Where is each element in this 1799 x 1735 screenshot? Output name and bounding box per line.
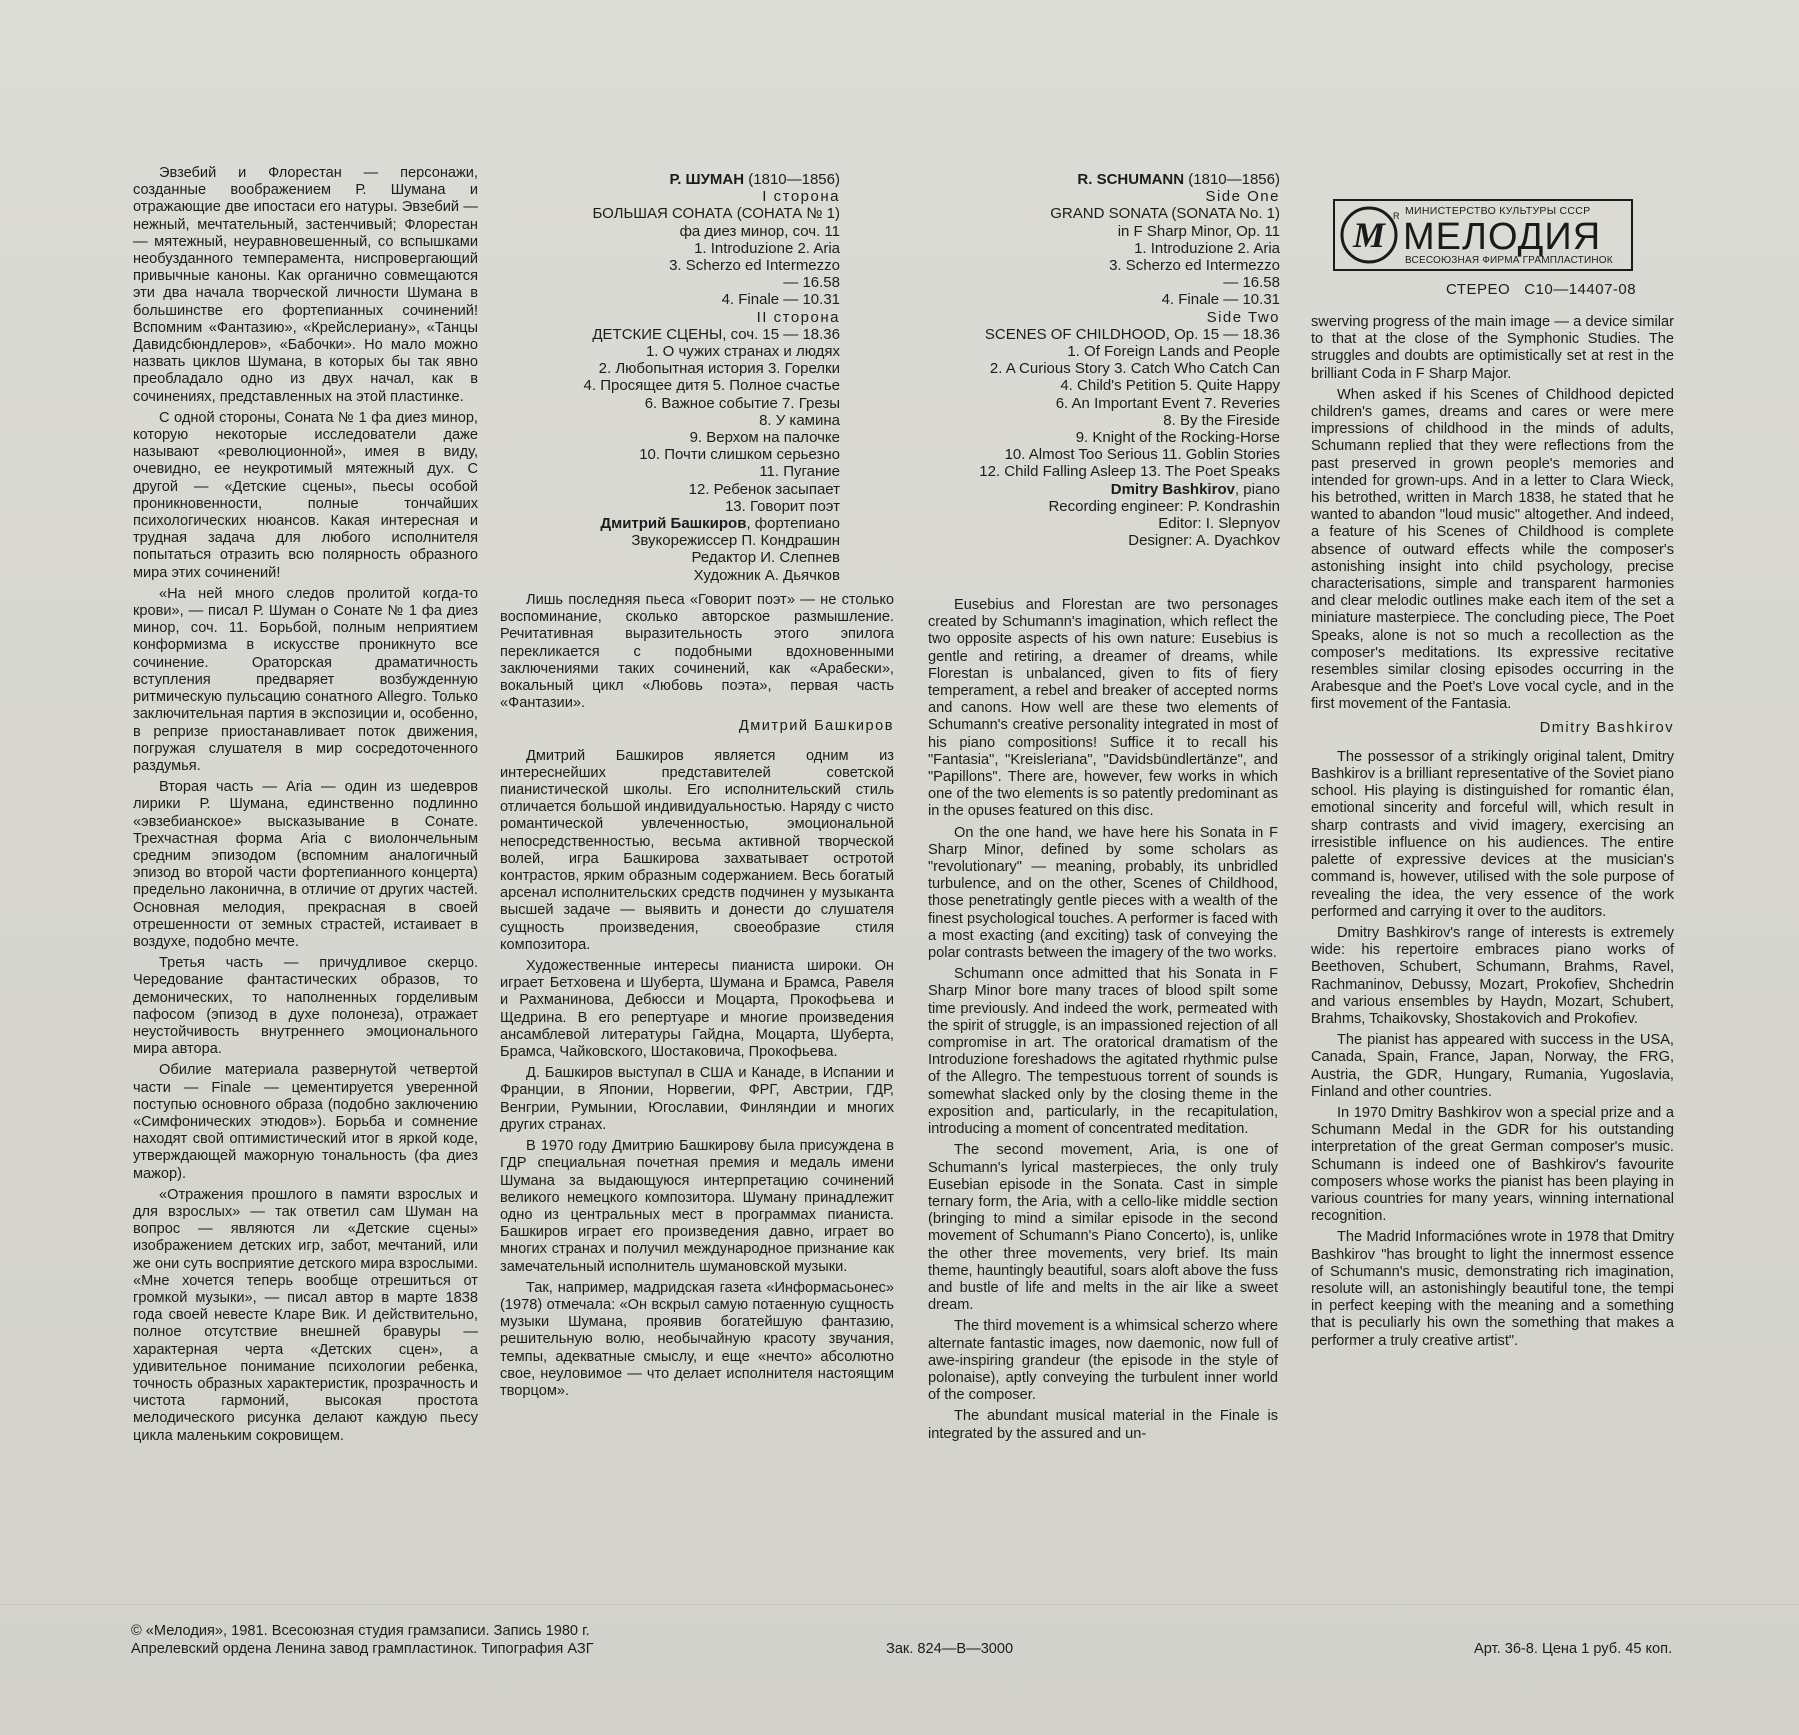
track-line: 3. Scherzo ed Intermezzo xyxy=(1109,257,1280,275)
notes-paragraph: «Отражения прошлого в памяти взрослых и для взрослых» — так ответил сам Шуман на вопрос — являются ли «Детские сцены» изображением детских игр, забот, мечтаний, или же они суть восприятие детского мира взрослыми. «Мне хочется теперь вообще отрешиться от громкой музыки», — писал автор в марте 1838 года своей невесте Кларе Вик. И действительно, полное отсутствие внешней бравуры — характерная черта «Детских сцен», а удивительное понимание психологии ребенка, точность образных характеристик, прозрачность и чистота гармоний, высокая простота мелодического рисунка делают каждую пьесу цикла маленьким сокровищем. xyxy=(133,1186,478,1444)
bio-paragraphs-ru xyxy=(500,748,894,1401)
track-line: 10. Almost Too Serious 11. Goblin Stories xyxy=(1004,446,1280,464)
logo-mark-letter: М xyxy=(1352,215,1386,255)
tracklist-russian xyxy=(440,171,840,584)
track-line: 1. Introduzione 2. Aria xyxy=(1134,239,1280,257)
notes-paragraph: Лишь последняя пьеса «Говорит поэт» — не столько воспоминание, сколько авторское размышление. Речитативная выразительность этого эпилога перекликается с подобными вдохновенными заключениями таких сочинений, как «Арабески», вокальный цикл «Любовь поэта», первая часть «Фантазии». xyxy=(500,592,894,712)
track-line: 1. Introduzione 2. Aria xyxy=(694,239,840,257)
melodiya-logo-graphic xyxy=(1333,199,1633,271)
footer-copyright: © «Мелодия», 1981. Всесоюзная студия грамзаписи. Запись 1980 г. xyxy=(131,1623,590,1639)
notes-paragraph: Schumann once admitted that his Sonata in F Sharp Minor bore many traces of blood spilt some time previously. And indeed the work, permeated with the spirit of struggle, is an impassioned rejection of all compromise in art. The oratorical dramatism of the Introduzione foreshadows the agitated rhythmic pulse of the Allegro. The tempestuous torrent of sounds is somewhat slacked only by the closing theme in the exposition and, particularly, in the recapitulation, introducing a moment of concentrated meditation. xyxy=(928,966,1278,1138)
track-line: II сторона xyxy=(756,308,840,326)
bio-paragraphs-en xyxy=(1311,749,1674,1350)
performer-line-ru xyxy=(440,515,840,532)
track-line: 3. Scherzo ed Intermezzo xyxy=(669,257,840,275)
performer-name-ru: Дмитрий Башкиров xyxy=(600,515,747,533)
logo-brand: МЕЛОДИЯ xyxy=(1403,216,1602,258)
melodiya-logo xyxy=(1333,199,1633,271)
track-line: GRAND SONATA (SONATA No. 1) xyxy=(1050,205,1280,223)
composer-heading-en xyxy=(860,171,1280,188)
track-line: 6. An Important Event 7. Reveries xyxy=(1055,394,1280,412)
order-number: Зак. 824—В—3000 xyxy=(886,1641,1014,1657)
track-line: 6. Важное событие 7. Грезы xyxy=(644,394,840,412)
stereo-label: СТЕРЕО xyxy=(1446,281,1511,298)
performer-name-en: Dmitry Bashkirov xyxy=(1110,480,1235,498)
credits-en xyxy=(860,498,1280,550)
track-line: — 16.58 xyxy=(1223,274,1280,292)
track-line: I сторона xyxy=(762,188,840,206)
track-line: SCENES OF CHILDHOOD, Op. 15 — 18.36 xyxy=(984,325,1280,343)
notes-paragraph: В 1970 году Дмитрию Башкирову была присуждена в ГДР специальная почетная премия и медаль имени Шумана за выдающуюся интерпретацию сочинений великого немецкого композитора. Шуману принадлежит одно из центральных мест в программах пианиста. Башкиров играет его произведения давно, играет во многих странах и получил международное признание как замечательный исполнитель шумановской музыки. xyxy=(500,1138,894,1275)
notes-paragraph: Д. Башкиров выступал в США и Канаде, в Испании и Франции, в Японии, Норвегии, ФРГ, Австрии, ГДР, Венгрии, Румынии, Югославии, Финляндии и многих других странах. xyxy=(500,1065,894,1133)
track-line: 13. Говорит поэт xyxy=(724,497,840,515)
composer-years-en: (1810—1856) xyxy=(1184,171,1280,188)
registered-mark: R xyxy=(1393,211,1400,221)
track-line: 2. Любопытная история 3. Горелки xyxy=(598,360,840,378)
notes-paragraph: The second movement, Aria, is one of Schumann's lyrical masterpieces, the only truly Eusebian episode in the Sonata. Cast in simple ternary form, the Aria, with a cello-like middle section (bringing to mind a similar episode in the second movement of Schumann's Piano Concerto), is, unlike the other three movements, very brief. Its main theme, hauntingly beautiful, soars aloft above the fuss and bustle of life and melts in the air like a sweet dream. xyxy=(928,1142,1278,1314)
track-line: 4. Просящее дитя 5. Полное счастье xyxy=(583,377,840,395)
notes-paragraph: Эвзебий и Флорестан — персонажи, созданные воображением Р. Шумана и отражающие две ипостаси его натуры. Эвзебий — нежный, мечтательный, застенчивый; Флорестан — мятежный, неуравновешенный, со вспышками необузданного темперамента, ниспровергающий привычные каноны. Как органично совмещаются эти два начала творческой личности Шумана в большинстве его фортепианных сочинений! Вспомним «Фантазию», «Крейслериану», «Танцы Давидсбюндлеров», «Бабочки». Но мало можно назвать циклов Шумана, в которых бы так явно преобладало одно из двух начал, как в сочинениях, представленных на этой пластинке. xyxy=(133,165,478,405)
logo-subtitle: ВСЕСОЮЗНАЯ ФИРМА ГРАМПЛАСТИНОК xyxy=(1405,255,1613,266)
footer-publisher xyxy=(131,1622,594,1658)
catalog-number-line xyxy=(1446,281,1650,298)
notes-column-russian-2 xyxy=(500,592,894,1404)
track-line: 4. Child's Petition 5. Quite Happy xyxy=(1060,377,1280,395)
notes-paragraph: Dmitry Bashkirov's range of interests is extremely wide: his repertoire embraces piano works of Beethoven, Schubert, Schumann, Brahms, Ravel, Rachmaninov, Debussy, Mozart, Prokofiev, Shchedrin and various ensembles by Haydn, Mozart, Schubert, Brahms, Tchaikovsky, Shostakovich and Prokofiev. xyxy=(1311,924,1674,1027)
notes-paragraph: Eusebius and Florestan are two personages created by Schumann's imagination, which reflect the two opposite aspects of his own nature: Eusebius is gentle and retiring, a dreamer of dreams, while Florestan is unbalanced, given to fits of fiery temperament, a rebel and breaker of accepted norms and canons. How well are these two elements of Schumann's creative personality integrated in most of his piano compositions! Suffice it to recall his "Fantasia", "Kreisleriana", "Davidsbündlertänze", and "Papillons". There are, however, few works in which one of the two elements is so patently predominant as in the opuses featured on this disc. xyxy=(928,597,1278,820)
track-line: ДЕТСКИЕ СЦЕНЫ, соч. 15 — 18.36 xyxy=(592,325,840,343)
credit-line: Звукорежиссер П. Кондрашин xyxy=(631,532,840,550)
notes-column-english-2 xyxy=(1311,314,1674,1354)
track-line: — 16.58 xyxy=(783,274,840,292)
notes-paragraph: Художественные интересы пианиста широки. Он играет Бетховена и Шуберта, Шумана и Брамса, Равеля и Рахманинова, Дебюсси и Моцарта, Прокофьева и Щедрина. В его репертуаре и многие произведения ансамблевой литературы Гайдна, Моцарта, Шуберта, Брамса, Чайковского, Шостаковича, Прокофьева. xyxy=(500,958,894,1061)
notes-paragraph: The Madrid Informaciónes wrote in 1978 that Dmitry Bashkirov "has brought to light the innermost essence of Schumann's music, demonstrating rich imagination, resolute will, an astonishingly beautiful tone, the tempi in perfect keeping with the meaning and a something that is peculiarly his own the something that makes a performer a truly creative artist". xyxy=(1311,1229,1674,1349)
catalog-number: С10—14407-08 xyxy=(1524,281,1637,298)
track-line: фа диез минор, соч. 11 xyxy=(679,222,840,240)
notes-paragraph: The abundant musical material in the Finale is integrated by the assured and un- xyxy=(928,1408,1278,1442)
track-line: 4. Finale — 10.31 xyxy=(1161,291,1280,309)
track-line: 8. У камина xyxy=(759,411,840,429)
track-lines-ru xyxy=(440,188,840,515)
performer-role-en: , piano xyxy=(1234,480,1280,498)
notes-paragraph: On the one hand, we have here his Sonata in F Sharp Minor, defined by some scholars as "revolutionary" — meaning, probably, its unbridled turbulence, and on the other, Scenes of Childhood, those penetratingly gentle pieces with a wealth of the finest psychological touches. A performer is faced with a most exacting (and exciting) task of conveying the polar contrasts between the imagery of the two works. xyxy=(928,824,1278,962)
credits-ru xyxy=(440,532,840,584)
composer-years-ru: (1810—1856) xyxy=(744,171,840,188)
track-line: 9. Knight of the Rocking-Horse xyxy=(1075,429,1280,447)
notes-paragraph: С одной стороны, Соната № 1 фа диез минор, которую некоторые исследователи даже называют «революционной», имея в виду, очевидно, ее неукротимый мятежный дух. С другой — «Детские сцены», пьесы особой проникновенности, полные тончайших психологических нюансов. Какая интересная и трудная задача для любого исполнителя попытаться отразить всю полярность образного мира этих сочинений! xyxy=(133,409,478,581)
track-line: 12. Child Falling Asleep 13. The Poet Speaks xyxy=(979,463,1280,481)
footer-divider xyxy=(0,1604,1799,1605)
composer-name-en: R. SCHUMANN xyxy=(1077,171,1185,188)
notes-paragraphs-en xyxy=(1311,387,1674,714)
performer-role-ru: , фортепиано xyxy=(746,515,840,533)
credit-line: Editor: I. Slepnyov xyxy=(1158,515,1280,533)
notes-column-english-1 xyxy=(928,597,1278,1447)
notes-paragraph: When asked if his Scenes of Childhood depicted children's games, dreams and cares or were mere impressions of childhood in the minds of adults, Schumann replied that they were reflections from the past preserved in grown people's memories and intended for grown-ups. And in a letter to Clara Wieck, his betrothed, written in March 1838, he stated that he wanted to abandon "loud music" altogether. And indeed, a feature of his Scenes of Childhood is complete absence of outward effects while the composer's astonishing insight into child psychology, precise characterisations, simple and transparent harmonies and clear melodic outlines make each item of the set a miniature masterpiece. The concluding piece, The Poet Speaks, alone is not so much a recollection as the composer's meditations. Its expressive recitative resembles similar closing episodes occurring in the Arabesque and the Poet's Love vocal cycle, and in the first movement of the Fantasia. xyxy=(1311,386,1674,713)
track-line: 11. Пугание xyxy=(759,463,840,481)
track-line: Side Two xyxy=(1206,308,1280,326)
notes-column-russian-1 xyxy=(133,165,478,1449)
track-line: 8. By the Fireside xyxy=(1163,411,1280,429)
notes-paragraph: In 1970 Dmitry Bashkirov won a special prize and a Schumann Medal in the GDR for his outstanding interpretation of the great German composer's music. Schumann is indeed one of Bashkirov's favourite composers whose works the pianist has been playing in various countries for many years, winning international recognition. xyxy=(1311,1104,1674,1225)
notes-paragraph: Вторая часть — Aria — один из шедевров лирики Р. Шумана, единственно подлинно «эвзебианское» высказывание в Сонате. Трехчастная форма Aria с виолончельным средним эпизодом (вспомним аналогичный эпизод во второй части фортепианного концерта) предельно лаконична, в отличие от других частей. Основная мелодия, прекрасная в своей отрешенности от земных страстей, истаивает в воздухе, подобно мечте. xyxy=(133,779,478,950)
notes-paragraph: The pianist has appeared with success in the USA, Canada, Spain, France, Japan, Norway, the FRG, Austria, the GDR, Hungary, Rumania, Yugoslavia, Finland and other countries. xyxy=(1311,1032,1674,1100)
footer-price xyxy=(1474,1640,1672,1658)
notes-paragraph: The third movement is a whimsical scherzo where alternate fantastic images, now daemonic, now full of awe-inspiring grandeur (the episode in the style of polonaise), aptly conveying the turbulent inner world of the composer. xyxy=(928,1318,1278,1404)
track-lines-en xyxy=(860,188,1280,480)
track-line: in F Sharp Minor, Op. 11 xyxy=(1117,222,1280,240)
tracklist-english xyxy=(860,171,1280,549)
composer-heading-ru xyxy=(440,171,840,188)
credit-line: Designer: A. Dyachkov xyxy=(1128,532,1280,550)
track-line: 1. О чужих странах и людях xyxy=(645,343,840,361)
track-line: 1. Of Foreign Lands and People xyxy=(1067,343,1280,361)
notes-paragraph: Третья часть — причудливое скерцо. Чередование фантастических образов, то демонических, то наполненных горделивым пафосом (эпизод в духе полонеза), отражает неустойчивость внутреннего эмоционального мира автора. xyxy=(133,955,478,1058)
signature-en: Dmitry Bashkirov xyxy=(1539,719,1674,736)
signature-ru: Дмитрий Башкиров xyxy=(738,718,894,735)
credit-line: Художник А. Дьячков xyxy=(693,566,840,584)
performer-line-en xyxy=(860,481,1280,498)
track-line: Side One xyxy=(1205,188,1280,206)
price-text: Арт. 36-8. Цена 1 руб. 45 коп. xyxy=(1474,1641,1673,1657)
notes-paragraph: Так, например, мадридская газета «Информасьонес» (1978) отмечала: «Он вскрыл самую потаенную сущность музыки Шумана, проявив богатейшую фантазию, решительную волю, необычайную красоту звучания, темпы, адекватные смыслу, и еще «нечто» абсолютно свое, неуловимое — что делает исполнителя настоящим творцом». xyxy=(500,1279,894,1399)
footer-plant: Апрелевский ордена Ленина завод грампластинок. Типография АЗГ xyxy=(131,1641,594,1657)
track-line: 4. Finale — 10.31 xyxy=(721,291,840,309)
track-line: БОЛЬШАЯ СОНАТА (СОНАТА № 1) xyxy=(592,205,840,223)
track-line: 10. Почти слишком серьезно xyxy=(639,446,840,464)
footer-order xyxy=(886,1640,1013,1658)
credit-line: Recording engineer: P. Kondrashin xyxy=(1048,497,1280,515)
composer-name-ru: Р. ШУМАН xyxy=(669,171,745,188)
notes-paragraph: The possessor of a strikingly original talent, Dmitry Bashkirov is a brilliant representative of the Soviet piano school. His playing is distinguished for romantic élan, emotional sincerity and forceful will, which result in sharp contrasts and vivid imagery, exercising an irresistible influence on his audiences. The entire palette of expressive devices at the musician's command is, however, utilised with the sole purpose of revealing the idea, the very essence of the work performed and carrying it over to the auditors. xyxy=(1311,748,1674,920)
logo-ministry: МИНИСТЕРСТВО КУЛЬТУРЫ СССР xyxy=(1405,205,1591,217)
notes-paragraph: «На ней много следов пролитой когда-то крови», — писал Р. Шуман о Сонате № 1 фа диез минор, соч. 11. Борьбой, полным неприятием конформизма в искусстве проникнуто все сочинение. Ораторская драматичность вступления предваряет возбужденную ритмическую пульсацию сонатного Allegro. Только заключительная партия в экспозиции и, особенно, в репризе приостанавливает поток движения, погружая слушателя в мир сосредоточенного раздумья. xyxy=(133,585,478,774)
notes-paragraph: Дмитрий Башкиров является одним из интереснейших представителей советской пианистической школы. Его исполнительский стиль отличается большой индивидуальностью. Наряду с чисто романтической увлеченностью, эмоциональной непосредственностью, весьма активной творческой волей, игра Башкирова захватывает остротой контрастов, ярким образным содержанием. Весь богатый арсенал исполнительских средств подчинен у музыканта высшей задаче — выявить и донести до слушателя сущность произведения, своеобразие стиля композитора. xyxy=(500,747,894,953)
track-line: 9. Верхом на палочке xyxy=(689,429,840,447)
credit-line: Редактор И. Слепнев xyxy=(691,549,840,567)
track-line: 12. Ребенок засыпает xyxy=(688,480,840,498)
notes-paragraph: swerving progress of the main image — a device similar to that at the close of the Symphonic Studies. The struggles and doubts are optimistically set at rest in the brilliant Coda in F Sharp Major. xyxy=(1311,314,1674,382)
notes-paragraph: Обилие материала развернутой четвертой части — Finale — цементируется уверенной поступью основного образа (подобно заключению «Симфонических этюдов»). Борьба и сомнение находят свой оптимистический итог в яркой коде, утверждающей мажорную тональность (фа диез мажор). xyxy=(133,1062,478,1182)
track-line: 2. A Curious Story 3. Catch Who Catch Can xyxy=(989,360,1280,378)
